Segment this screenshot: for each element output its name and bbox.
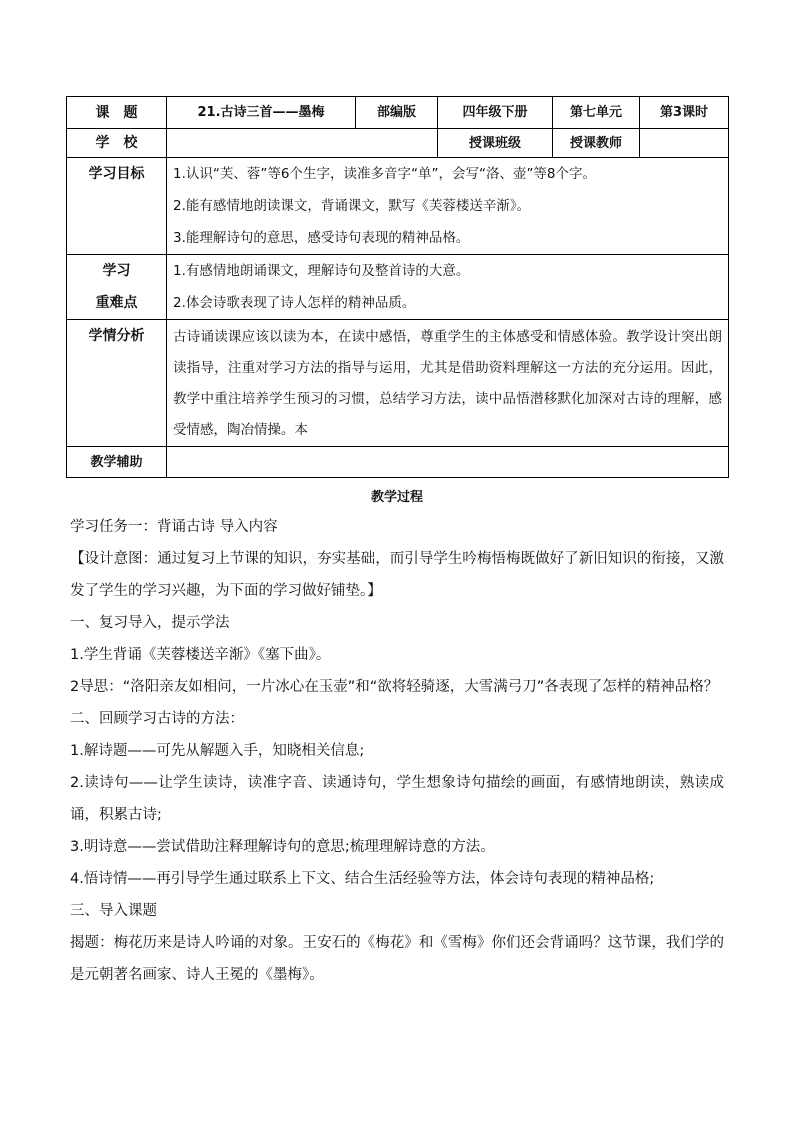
paragraph: 4.悟诗情——再引导学生通过联系上下文、结合生活经验等方法，体会诗句表现的精神品格; [70, 871, 655, 887]
key-point-item: 1.有感情地朗诵课文，理解诗句及整首诗的大意。 [173, 263, 470, 279]
goal-item: 3.能理解诗句的意思，感受诗句表现的精神品格。 [173, 230, 470, 246]
row-school [67, 129, 729, 158]
row-aids [67, 447, 729, 478]
unit: 第七单元 [553, 97, 640, 129]
edition: 部编版 [356, 97, 438, 129]
teacher-value [640, 129, 729, 158]
paragraph: 3.明诗意——尝试借助注释理解诗句的意思;梳理理解诗意的方法。 [70, 839, 495, 855]
school-label: 学 校 [67, 129, 167, 158]
paragraph: 1.学生背诵《芙蓉楼送辛渐》《塞下曲》。 [70, 647, 331, 663]
analysis-text: 古诗诵读课应该以读为本，在读中感悟，尊重学生的主体感受和情感体验。教学设计突出朗读指导，注重对学习方法的指导与运用，尤其是借助资料理解这一方法的充分运用。因此，教学中重注培养学生预习的习惯，总结学习方法，读中品悟潜移默化加深对古诗的理解，感受情感，陶冶情操。本 [173, 329, 722, 438]
design-intent: 【设计意图：通过复习上节课的知识，夯实基础，而引导学生吟梅悟梅既做好了新旧知识的衔接，又激发了学生的学习兴趣，为下面的学习做好铺垫。】 [70, 551, 724, 599]
lesson-info-table [66, 96, 729, 478]
row-key-points [67, 255, 729, 320]
goal-item: 1.认识“芙、蓉”等6个生字，读准多音字“单”，会写“洛、壶”等8个字。 [173, 166, 597, 182]
lesson-label: 课 题 [67, 97, 167, 129]
key-point-item: 2.体会诗歌表现了诗人怎样的精神品质。 [173, 295, 416, 311]
section-heading: 二、回顾学习古诗的方法： [70, 711, 244, 727]
paragraph: 2.读诗句——让学生读诗，读准字音、读通诗句，学生想象诗句描绘的画面，有感情地朗读，熟读成诵，积累古诗; [70, 775, 724, 823]
section-heading: 三、导入课题 [70, 903, 157, 919]
process-body [70, 511, 724, 991]
task-heading: 学习任务一：背诵古诗 导入内容 [70, 519, 278, 535]
key-points-content [167, 255, 729, 320]
aids-label: 教学辅助 [67, 447, 167, 478]
paragraph: 1.解诗题——可先从解题入手，知晓相关信息; [70, 743, 365, 759]
goals-content [167, 158, 729, 255]
teacher-label: 授课教师 [553, 129, 640, 158]
goals-label: 学习目标 [67, 158, 167, 255]
paragraph: 揭题：梅花历来是诗人吟诵的对象。王安石的《梅花》和《雪梅》你们还会背诵吗？这节课，我们学的是元朝著名画家、诗人王冕的《墨梅》。 [70, 935, 724, 983]
key-points-label: 学习 重难点 [67, 255, 167, 320]
period: 第3课时 [640, 97, 729, 129]
aids-value [167, 447, 729, 478]
analysis-content [167, 320, 729, 447]
row-analysis [67, 320, 729, 447]
lesson-title: 21.古诗三首——墨梅 [167, 97, 356, 129]
school-value [167, 129, 438, 158]
class-label: 授课班级 [438, 129, 553, 158]
analysis-label: 学情分析 [67, 320, 167, 447]
process-title: 教学过程 [370, 490, 423, 505]
row-goals [67, 158, 729, 255]
paragraph: 2导思：“洛阳亲友如相问，一片冰心在玉壶”和“欲将轻骑逐，大雪满弓刀”各表现了怎样的精神品格？ [70, 679, 719, 695]
grade: 四年级下册 [438, 97, 553, 129]
goal-item: 2.能有感情地朗读课文，背诵课文，默写《芙蓉楼送辛渐》。 [173, 198, 531, 214]
section-heading: 一、复习导入，提示学法 [70, 615, 230, 631]
row-lesson [67, 97, 729, 129]
